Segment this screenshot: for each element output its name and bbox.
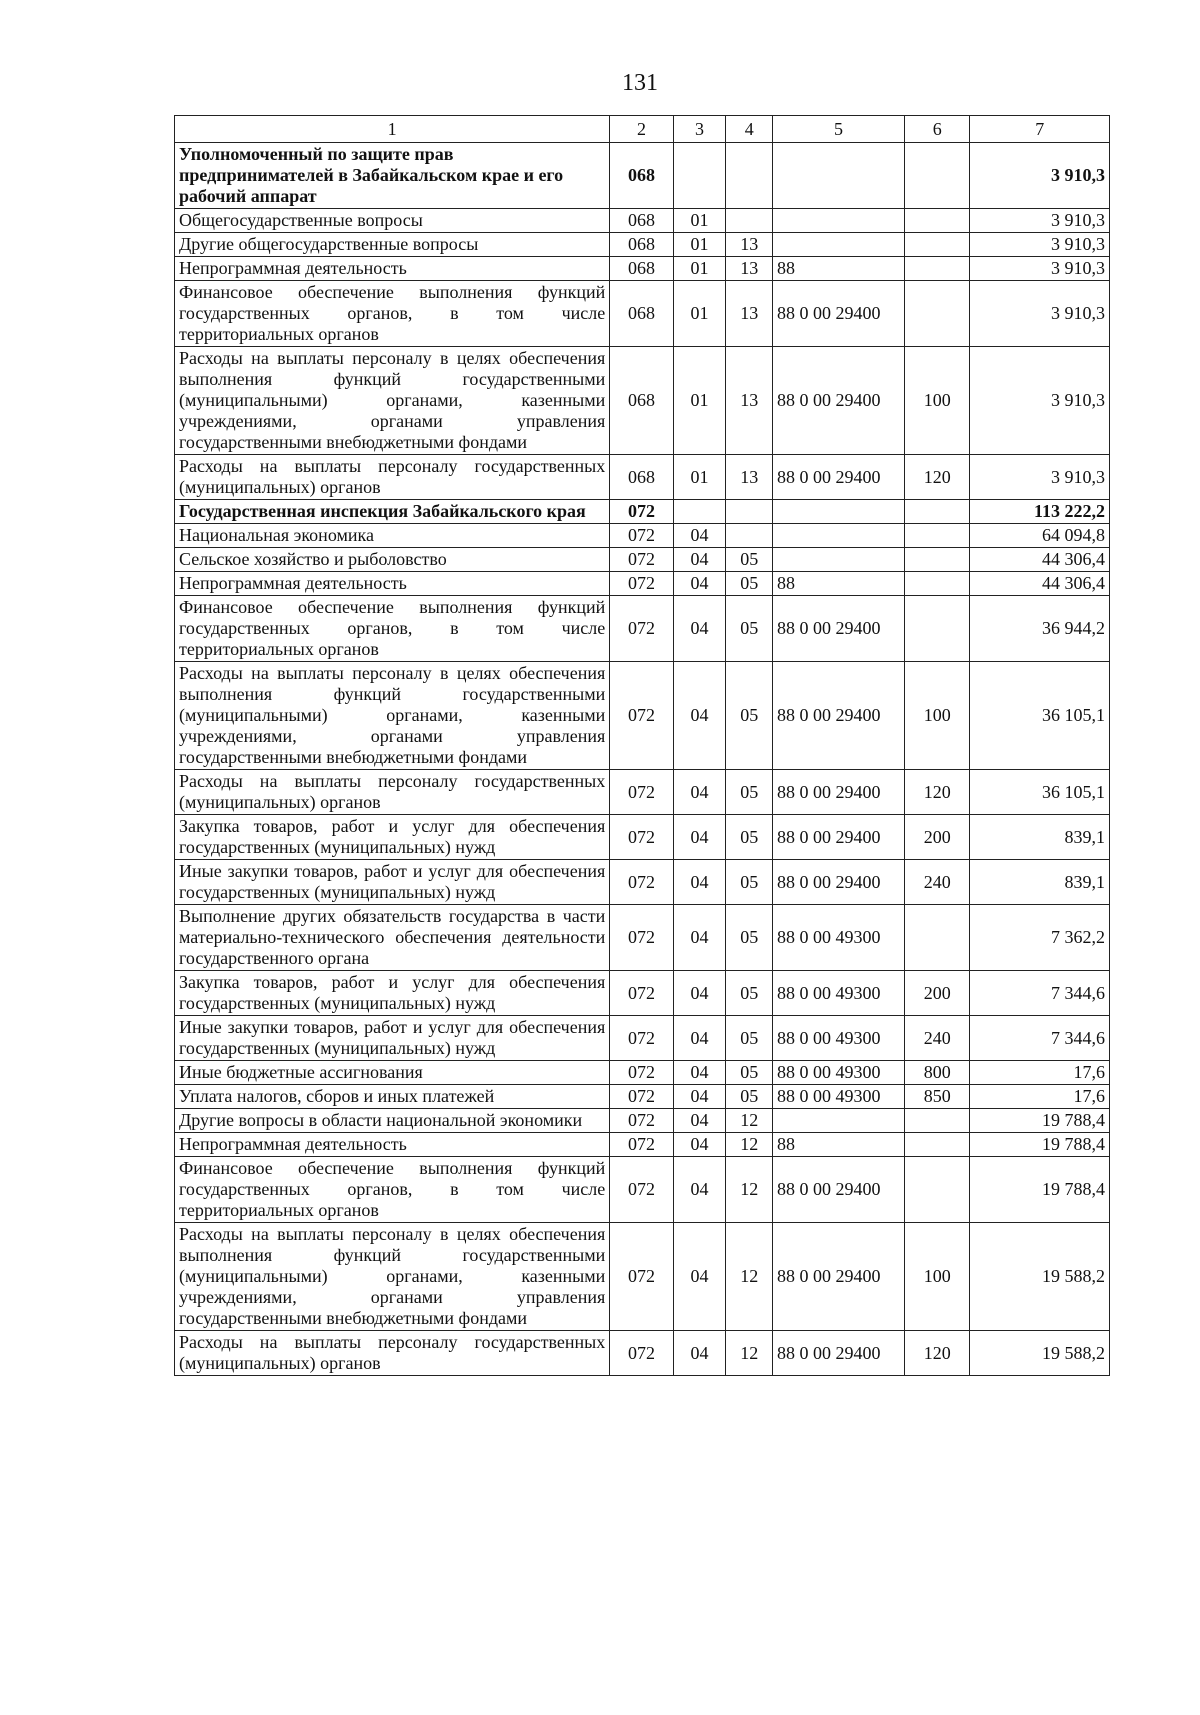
row-sum-cell: 19 788,4 bbox=[970, 1133, 1110, 1157]
row-gr-cell: 072 bbox=[610, 1061, 673, 1085]
row-name-cell: Непрограммная деятельность bbox=[175, 1133, 610, 1157]
row-sum-cell: 113 222,2 bbox=[970, 500, 1110, 524]
table-row bbox=[175, 524, 1110, 548]
row-rz-cell: 01 bbox=[673, 347, 726, 455]
row-name-cell: Другие общегосударственные вопросы bbox=[175, 233, 610, 257]
row-sum-cell: 839,1 bbox=[970, 815, 1110, 860]
table-row bbox=[175, 233, 1110, 257]
table-row bbox=[175, 1016, 1110, 1061]
row-name-cell: Иные бюджетные ассигнования bbox=[175, 1061, 610, 1085]
row-rz-cell: 04 bbox=[673, 1061, 726, 1085]
row-csr-cell: 88 bbox=[772, 572, 904, 596]
row-gr-cell: 072 bbox=[610, 815, 673, 860]
row-csr-cell: 88 0 00 29400 bbox=[772, 815, 904, 860]
row-rz-cell: 04 bbox=[673, 1085, 726, 1109]
row-name-cell: Расходы на выплаты персоналу государственных (муниципальных) органов bbox=[175, 455, 610, 500]
row-pr-cell: 05 bbox=[726, 815, 772, 860]
row-sum-cell: 19 588,2 bbox=[970, 1223, 1110, 1331]
row-gr-cell: 072 bbox=[610, 1109, 673, 1133]
row-pr-cell: 13 bbox=[726, 455, 772, 500]
row-vr-cell bbox=[904, 572, 970, 596]
row-rz-cell: 04 bbox=[673, 770, 726, 815]
row-sum-cell: 3 910,3 bbox=[970, 209, 1110, 233]
row-sum-cell: 3 910,3 bbox=[970, 347, 1110, 455]
row-csr-cell: 88 0 00 49300 bbox=[772, 905, 904, 971]
row-pr-cell: 05 bbox=[726, 860, 772, 905]
row-pr-cell: 05 bbox=[726, 572, 772, 596]
table-row bbox=[175, 1085, 1110, 1109]
row-vr-cell bbox=[904, 548, 970, 572]
row-sum-cell: 3 910,3 bbox=[970, 257, 1110, 281]
row-pr-cell bbox=[726, 209, 772, 233]
row-pr-cell: 05 bbox=[726, 1085, 772, 1109]
row-name-cell: Государственная инспекция Забайкальского края bbox=[175, 500, 610, 524]
row-gr-cell: 072 bbox=[610, 971, 673, 1016]
row-name-cell: Другие вопросы в области национальной экономики bbox=[175, 1109, 610, 1133]
row-csr-cell bbox=[772, 548, 904, 572]
row-rz-cell: 04 bbox=[673, 1133, 726, 1157]
row-sum-cell: 17,6 bbox=[970, 1061, 1110, 1085]
row-csr-cell: 88 0 00 29400 bbox=[772, 596, 904, 662]
row-pr-cell: 12 bbox=[726, 1157, 772, 1223]
row-rz-cell: 04 bbox=[673, 1223, 726, 1331]
table-row bbox=[175, 1331, 1110, 1376]
row-pr-cell: 12 bbox=[726, 1331, 772, 1376]
row-rz-cell: 01 bbox=[673, 257, 726, 281]
row-sum-cell: 7 344,6 bbox=[970, 971, 1110, 1016]
row-sum-cell: 839,1 bbox=[970, 860, 1110, 905]
row-pr-cell: 05 bbox=[726, 1061, 772, 1085]
row-pr-cell: 05 bbox=[726, 770, 772, 815]
row-rz-cell: 04 bbox=[673, 572, 726, 596]
row-sum-cell: 44 306,4 bbox=[970, 548, 1110, 572]
row-csr-cell bbox=[772, 209, 904, 233]
row-pr-cell bbox=[726, 143, 772, 209]
row-gr-cell: 072 bbox=[610, 524, 673, 548]
row-csr-cell: 88 bbox=[772, 257, 904, 281]
table-row bbox=[175, 815, 1110, 860]
row-vr-cell bbox=[904, 1109, 970, 1133]
row-name-cell: Иные закупки товаров, работ и услуг для обеспечения государственных (муниципальных) нужд bbox=[175, 1016, 610, 1061]
header-cell: 3 bbox=[673, 116, 726, 143]
row-gr-cell: 072 bbox=[610, 1157, 673, 1223]
table-row bbox=[175, 662, 1110, 770]
table-row bbox=[175, 455, 1110, 500]
table-row bbox=[175, 1133, 1110, 1157]
row-gr-cell: 072 bbox=[610, 662, 673, 770]
row-csr-cell: 88 0 00 29400 bbox=[772, 455, 904, 500]
row-gr-cell: 072 bbox=[610, 1085, 673, 1109]
row-name-cell: Расходы на выплаты персоналу в целях обеспечения выполнения функций государственными (муниципальными) органами, казенными учреждениями, органами управления государственными внебюджетными фондами bbox=[175, 347, 610, 455]
row-pr-cell: 12 bbox=[726, 1109, 772, 1133]
row-vr-cell: 800 bbox=[904, 1061, 970, 1085]
row-sum-cell: 19 788,4 bbox=[970, 1109, 1110, 1133]
row-rz-cell: 04 bbox=[673, 1331, 726, 1376]
row-pr-cell: 12 bbox=[726, 1133, 772, 1157]
table-row bbox=[175, 971, 1110, 1016]
row-name-cell: Закупка товаров, работ и услуг для обеспечения государственных (муниципальных) нужд bbox=[175, 971, 610, 1016]
row-rz-cell: 04 bbox=[673, 662, 726, 770]
row-sum-cell: 36 105,1 bbox=[970, 770, 1110, 815]
row-pr-cell: 12 bbox=[726, 1223, 772, 1331]
row-sum-cell: 64 094,8 bbox=[970, 524, 1110, 548]
row-name-cell: Национальная экономика bbox=[175, 524, 610, 548]
row-csr-cell: 88 0 00 29400 bbox=[772, 347, 904, 455]
table-row bbox=[175, 596, 1110, 662]
table-row bbox=[175, 143, 1110, 209]
row-rz-cell bbox=[673, 500, 726, 524]
row-name-cell: Непрограммная деятельность bbox=[175, 257, 610, 281]
row-gr-cell: 072 bbox=[610, 1133, 673, 1157]
row-csr-cell: 88 0 00 49300 bbox=[772, 971, 904, 1016]
row-pr-cell: 13 bbox=[726, 281, 772, 347]
row-vr-cell bbox=[904, 524, 970, 548]
row-name-cell: Расходы на выплаты персоналу в целях обеспечения выполнения функций государственными (муниципальными) органами, казенными учреждениями, органами управления государственными внебюджетными фондами bbox=[175, 1223, 610, 1331]
row-csr-cell bbox=[772, 524, 904, 548]
row-csr-cell: 88 0 00 49300 bbox=[772, 1085, 904, 1109]
row-sum-cell: 36 944,2 bbox=[970, 596, 1110, 662]
row-pr-cell: 05 bbox=[726, 1016, 772, 1061]
header-row bbox=[175, 116, 1110, 143]
row-csr-cell: 88 0 00 29400 bbox=[772, 860, 904, 905]
row-rz-cell: 01 bbox=[673, 455, 726, 500]
row-vr-cell: 120 bbox=[904, 1331, 970, 1376]
row-sum-cell: 19 788,4 bbox=[970, 1157, 1110, 1223]
row-name-cell: Расходы на выплаты персоналу государственных (муниципальных) органов bbox=[175, 770, 610, 815]
table-row bbox=[175, 1061, 1110, 1085]
row-rz-cell: 04 bbox=[673, 596, 726, 662]
table-row bbox=[175, 905, 1110, 971]
row-vr-cell: 100 bbox=[904, 347, 970, 455]
row-csr-cell: 88 0 00 49300 bbox=[772, 1016, 904, 1061]
row-sum-cell: 44 306,4 bbox=[970, 572, 1110, 596]
row-sum-cell: 17,6 bbox=[970, 1085, 1110, 1109]
row-vr-cell: 120 bbox=[904, 770, 970, 815]
row-rz-cell: 04 bbox=[673, 1157, 726, 1223]
table-row bbox=[175, 1223, 1110, 1331]
row-vr-cell bbox=[904, 143, 970, 209]
row-rz-cell: 04 bbox=[673, 548, 726, 572]
row-name-cell: Финансовое обеспечение выполнения функций государственных органов, в том числе территориальных органов bbox=[175, 596, 610, 662]
row-sum-cell: 7 362,2 bbox=[970, 905, 1110, 971]
table-row bbox=[175, 548, 1110, 572]
row-name-cell: Финансовое обеспечение выполнения функций государственных органов, в том числе территориальных органов bbox=[175, 281, 610, 347]
row-pr-cell bbox=[726, 524, 772, 548]
row-vr-cell bbox=[904, 500, 970, 524]
row-gr-cell: 068 bbox=[610, 233, 673, 257]
row-gr-cell: 068 bbox=[610, 281, 673, 347]
page-number: 131 bbox=[622, 70, 658, 96]
row-csr-cell bbox=[772, 143, 904, 209]
row-vr-cell bbox=[904, 1157, 970, 1223]
row-sum-cell: 7 344,6 bbox=[970, 1016, 1110, 1061]
header-cell: 1 bbox=[175, 116, 610, 143]
row-rz-cell: 04 bbox=[673, 905, 726, 971]
row-vr-cell bbox=[904, 209, 970, 233]
row-gr-cell: 072 bbox=[610, 1223, 673, 1331]
row-sum-cell: 3 910,3 bbox=[970, 143, 1110, 209]
row-vr-cell: 240 bbox=[904, 860, 970, 905]
row-rz-cell bbox=[673, 143, 726, 209]
row-vr-cell bbox=[904, 596, 970, 662]
header-cell: 6 bbox=[904, 116, 970, 143]
row-vr-cell: 850 bbox=[904, 1085, 970, 1109]
row-rz-cell: 04 bbox=[673, 1016, 726, 1061]
row-name-cell: Расходы на выплаты персоналу в целях обеспечения выполнения функций государственными (муниципальными) органами, казенными учреждениями, органами управления государственными внебюджетными фондами bbox=[175, 662, 610, 770]
table-row bbox=[175, 209, 1110, 233]
row-gr-cell: 072 bbox=[610, 548, 673, 572]
row-csr-cell: 88 bbox=[772, 1133, 904, 1157]
row-gr-cell: 068 bbox=[610, 257, 673, 281]
row-rz-cell: 04 bbox=[673, 815, 726, 860]
row-sum-cell: 36 105,1 bbox=[970, 662, 1110, 770]
row-name-cell: Общегосударственные вопросы bbox=[175, 209, 610, 233]
row-pr-cell bbox=[726, 500, 772, 524]
row-pr-cell: 13 bbox=[726, 347, 772, 455]
row-vr-cell bbox=[904, 905, 970, 971]
row-gr-cell: 072 bbox=[610, 860, 673, 905]
row-vr-cell: 240 bbox=[904, 1016, 970, 1061]
row-vr-cell: 200 bbox=[904, 971, 970, 1016]
row-csr-cell: 88 0 00 29400 bbox=[772, 281, 904, 347]
row-name-cell: Закупка товаров, работ и услуг для обеспечения государственных (муниципальных) нужд bbox=[175, 815, 610, 860]
row-sum-cell: 19 588,2 bbox=[970, 1331, 1110, 1376]
row-pr-cell: 05 bbox=[726, 662, 772, 770]
row-sum-cell: 3 910,3 bbox=[970, 455, 1110, 500]
row-gr-cell: 068 bbox=[610, 143, 673, 209]
row-vr-cell: 100 bbox=[904, 662, 970, 770]
header-cell: 5 bbox=[772, 116, 904, 143]
row-pr-cell: 13 bbox=[726, 233, 772, 257]
row-gr-cell: 072 bbox=[610, 596, 673, 662]
table-row bbox=[175, 572, 1110, 596]
row-rz-cell: 01 bbox=[673, 281, 726, 347]
table-row bbox=[175, 500, 1110, 524]
row-gr-cell: 068 bbox=[610, 209, 673, 233]
row-name-cell: Расходы на выплаты персоналу государственных (муниципальных) органов bbox=[175, 1331, 610, 1376]
row-name-cell: Выполнение других обязательств государства в части материально-технического обеспечения деятельности государственного органа bbox=[175, 905, 610, 971]
row-gr-cell: 072 bbox=[610, 500, 673, 524]
row-gr-cell: 072 bbox=[610, 1016, 673, 1061]
row-vr-cell bbox=[904, 257, 970, 281]
table-row bbox=[175, 347, 1110, 455]
row-name-cell: Иные закупки товаров, работ и услуг для обеспечения государственных (муниципальных) нужд bbox=[175, 860, 610, 905]
header-cell: 2 bbox=[610, 116, 673, 143]
budget-table bbox=[174, 115, 1110, 1376]
row-csr-cell bbox=[772, 500, 904, 524]
header-cell: 4 bbox=[726, 116, 772, 143]
row-gr-cell: 072 bbox=[610, 572, 673, 596]
row-csr-cell: 88 0 00 49300 bbox=[772, 1061, 904, 1085]
row-gr-cell: 072 bbox=[610, 770, 673, 815]
row-rz-cell: 01 bbox=[673, 233, 726, 257]
table-row bbox=[175, 281, 1110, 347]
row-pr-cell: 05 bbox=[726, 905, 772, 971]
row-rz-cell: 04 bbox=[673, 971, 726, 1016]
row-csr-cell bbox=[772, 233, 904, 257]
row-rz-cell: 01 bbox=[673, 209, 726, 233]
row-csr-cell: 88 0 00 29400 bbox=[772, 662, 904, 770]
row-rz-cell: 04 bbox=[673, 524, 726, 548]
row-vr-cell bbox=[904, 281, 970, 347]
row-name-cell: Непрограммная деятельность bbox=[175, 572, 610, 596]
row-pr-cell: 05 bbox=[726, 971, 772, 1016]
row-sum-cell: 3 910,3 bbox=[970, 233, 1110, 257]
row-csr-cell: 88 0 00 29400 bbox=[772, 770, 904, 815]
row-csr-cell bbox=[772, 1109, 904, 1133]
row-vr-cell: 200 bbox=[904, 815, 970, 860]
row-csr-cell: 88 0 00 29400 bbox=[772, 1157, 904, 1223]
row-vr-cell bbox=[904, 1133, 970, 1157]
row-name-cell: Сельское хозяйство и рыболовство bbox=[175, 548, 610, 572]
row-name-cell: Уполномоченный по защите прав предпринимателей в Забайкальском крае и его рабочий аппарат bbox=[175, 143, 610, 209]
row-pr-cell: 13 bbox=[726, 257, 772, 281]
table-row bbox=[175, 770, 1110, 815]
row-vr-cell bbox=[904, 233, 970, 257]
row-name-cell: Уплата налогов, сборов и иных платежей bbox=[175, 1085, 610, 1109]
row-vr-cell: 120 bbox=[904, 455, 970, 500]
row-pr-cell: 05 bbox=[726, 548, 772, 572]
row-pr-cell: 05 bbox=[726, 596, 772, 662]
table-row bbox=[175, 860, 1110, 905]
row-rz-cell: 04 bbox=[673, 860, 726, 905]
row-name-cell: Финансовое обеспечение выполнения функций государственных органов, в том числе территориальных органов bbox=[175, 1157, 610, 1223]
table-row bbox=[175, 1109, 1110, 1133]
table-row bbox=[175, 257, 1110, 281]
row-gr-cell: 068 bbox=[610, 347, 673, 455]
row-sum-cell: 3 910,3 bbox=[970, 281, 1110, 347]
table-row bbox=[175, 1157, 1110, 1223]
row-gr-cell: 068 bbox=[610, 455, 673, 500]
row-csr-cell: 88 0 00 29400 bbox=[772, 1223, 904, 1331]
row-csr-cell: 88 0 00 29400 bbox=[772, 1331, 904, 1376]
row-gr-cell: 072 bbox=[610, 905, 673, 971]
row-rz-cell: 04 bbox=[673, 1109, 726, 1133]
header-cell: 7 bbox=[970, 116, 1110, 143]
row-gr-cell: 072 bbox=[610, 1331, 673, 1376]
row-vr-cell: 100 bbox=[904, 1223, 970, 1331]
